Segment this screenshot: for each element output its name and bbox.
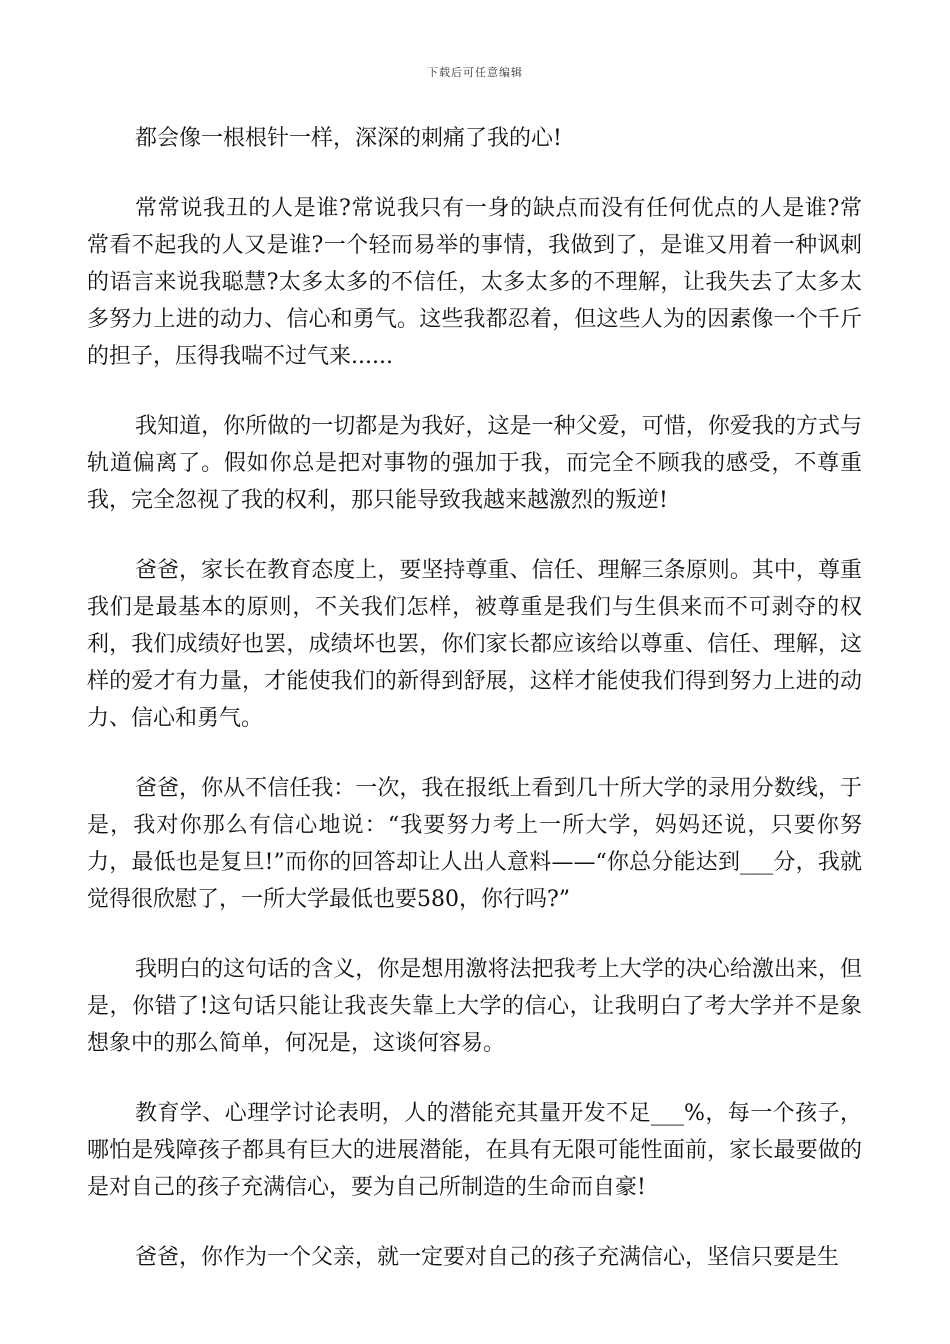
document-body	[87, 120, 862, 1309]
paragraph: 我知道，你所做的一切都是为我好，这是一种父爱，可惜，你爱我的方式与轨道偏离了。假如你总是把对事物的强加于我，而完全不顾我的感受，不尊重我，完全忽视了我的权利，那只能导致我越来越激烈的叛逆!	[87, 414, 862, 513]
paragraph: 爸爸，你作为一个父亲，就一定要对自己的孩子充满信心，坚信只要是生	[135, 1245, 840, 1270]
page-header-note: 下载后可任意编辑	[427, 66, 523, 79]
paragraph: 都会像一根根针一样，深深的刺痛了我的心!	[135, 126, 562, 151]
paragraph: 常常说我丑的人是谁?常说我只有一身的缺点而没有任何优点的人是谁?常常看不起我的人又是谁?一个轻而易举的事情，我做到了，是谁又用着一种讽刺的语言来说我聪慧?太多太多的不信任，太多太多的不理解，让我失去了太多太多努力上进的动力、信心和勇气。这些我都忍着，但这些人为的因素像一个千斤的担子，压得我喘不过气来......	[87, 196, 862, 369]
paragraph: 教育学、心理学讨论表明，人的潜能充其量开发不足___%，每一个孩子，哪怕是残障孩子都具有巨大的进展潜能，在具有无限可能性面前，家长最要做的是对自己的孩子充满信心，要为自己所制造的生命而自豪!	[87, 1101, 862, 1200]
paragraph: 爸爸，你从不信任我：一次，我在报纸上看到几十所大学的录用分数线，于是，我对你那么有信心地说：“我要努力考上一所大学，妈妈还说，只要你努力，最低也是复旦!”而你的回答却让人出人意料——“你总分能达到___分，我就觉得很欣慰了，一所大学最低也要580，你行吗?”	[87, 776, 862, 912]
paragraph: 爸爸，家长在教育态度上，要坚持尊重、信任、理解三条原则。其中，尊重我们是最基本的原则，不关我们怎样，被尊重是我们与生俱来而不可剥夺的权利，我们成绩好也罢，成绩坏也罢，你们家长都应该给以尊重、信任、理解，这样的爱才有力量，才能使我们的新得到舒展，这样才能使我们得到努力上进的动力、信心和勇气。	[87, 558, 862, 731]
paragraph: 我明白的这句话的含义，你是想用激将法把我考上大学的决心给激出来，但是，你错了!这句话只能让我丧失靠上大学的信心，让我明白了考大学并不是象想象中的那么简单，何况是，这谈何容易。	[87, 957, 862, 1056]
